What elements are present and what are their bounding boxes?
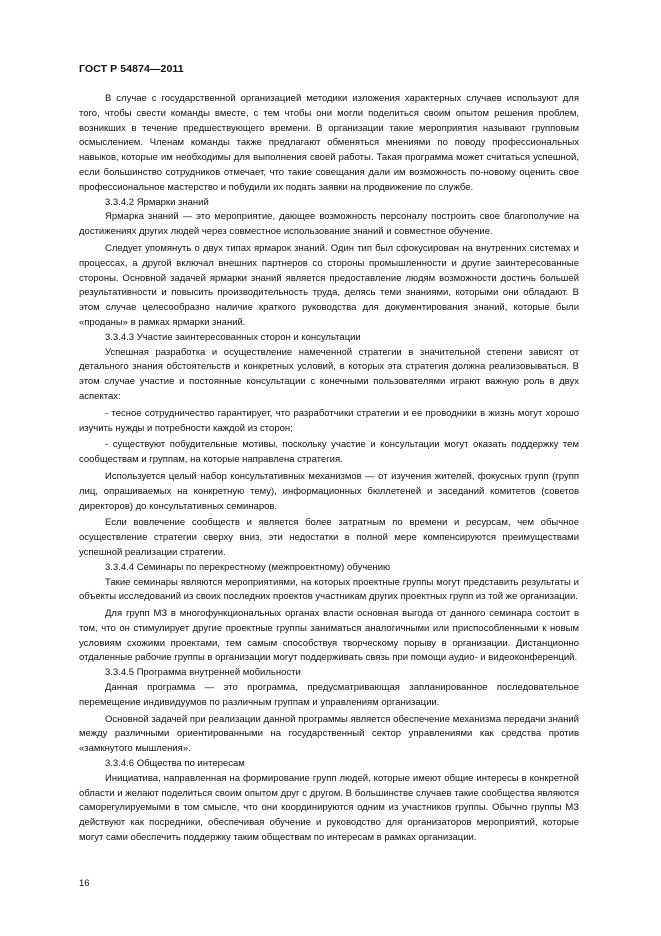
page-number: 16 bbox=[79, 878, 90, 889]
document-body bbox=[79, 92, 579, 846]
paragraph-strategy-development: Успешная разработка и осуществление намеченной стратегии в значительной степени зависят от детального знания обстоятельств и конкретных условий, в которых эта стратегия должна реализовываться. В этом случае участие и постоянные консультации с конечными пользователями играют важную роль в двух аспектах: bbox=[79, 346, 579, 402]
list-item-motives: - существуют побудительные мотивы, поскольку участие и консультации могут оказать поддержку тем сообществам и группам, на которые направлена стратегия. bbox=[79, 439, 579, 466]
paragraph-seminars-benefit: Для групп МЗ в многофункциональных органах власти основная выгода от данного семинара состоит в том, что он стимулирует другие проектные группы заниматься аналогичными или приспособленными к новым условиям схожими проектами, тем самым способствуя творческому порыву в организации. Дистанционно отдаленные рабочие группы в организации могут поддерживать связь при помощи аудио- и видеоконференций. bbox=[79, 608, 579, 664]
paragraph-community-involvement: Если вовлечение сообществ и является более затратным по времени и ресурсам, чем обычное осуществление стратегии сверху вниз, эти недостатки в полной мере компенсируются преимуществами успешной реализации стратегии. bbox=[79, 517, 579, 558]
section-heading-3-3-4-2: 3.3.4.2 Ярмарки знаний bbox=[105, 196, 209, 208]
paragraph-consultative-mechanisms: Используется целый набор консультативных механизмов — от изучения жителей, фокусных групп (групп лиц, опрашиваемых на конкретную тему), информационных бюллетеней и заседаний комитетов (советов директоров) до консультативных семинаров. bbox=[79, 470, 579, 512]
paragraph-mobility-definition: Данная программа — это программа, предусматривающая запланированное последовательное перемещение индивидуумов по различным группам и управлениям организации. bbox=[79, 682, 579, 708]
paragraph-seminars-definition: Такие семинары являются мероприятиями, на которых проектные группы могут представить результаты и объекты исследований из своих последних проектов участникам других проектных групп из той же организации. bbox=[79, 576, 579, 603]
paragraph-interest-communities: Инициатива, направленная на формирование групп людей, которые имеют общие интересы в конкретной области и желают поделиться своим опытом друг с другом. В большинстве случаев такие сообщества являются саморегулируемыми в том смысле, что они координируются одним из участников группы. Обычно группы МЗ действуют как посредники, обеспечивая обучение и руководство для организаторов мероприятий, которые могут сами обеспечить поддержку таким обществам по интересам в рамках организации. bbox=[79, 772, 579, 844]
section-heading-3-3-4-3: 3.3.4.3 Участие заинтересованных сторон и консультации bbox=[105, 331, 361, 343]
section-heading-3-3-4-6: 3.3.4.6 Общества по интересам bbox=[105, 758, 245, 770]
paragraph-knowledge-fair-definition: Ярмарка знаний — это мероприятие, дающее возможность персоналу построить свое благополучие на достижениях других людей через совместное использование знаний и совместное обучение. bbox=[79, 211, 579, 238]
paragraph-knowledge-fair-types: Следует упомянуть о двух типах ярмарок знаний. Один тип был сфокусирован на внутренних системах и процессах, а другой включал внешних партнеров со стороны промышленности и другие заинтересованные стороны. Основной задачей ярмарки знаний является предоставление людям возможности достичь большей результативности и повысить производительность труда, делясь теми знаниями, которыми они обладают. В этом случае целесообразно наличие краткого руководства для документирования знаний, которые были «проданы» в рамках ярмарки знаний. bbox=[79, 242, 579, 328]
list-item-cooperation: - тесное сотрудничество гарантирует, что разработчики стратегии и ее проводники в жизнь могут хорошо изучить нужды и потребности каждой из сторон; bbox=[79, 407, 579, 434]
standard-header: ГОСТ Р 54874—2011 bbox=[79, 63, 184, 75]
paragraph-case-methods: В случае с государственной организацией методики изложения характерных случаев используют для того, чтобы свести команды вместе, с тем чтобы они могли поделиться своим опытом решения проблем, возникших в течение предшествующего времени. В организации такие мероприятия называют групповым осмыслением. Членам команды также предлагают обменяться мнениями по поводу профессиональных навыков, которые им необходимы для выполнения своей работы. Такая программа может считаться успешной, если большинство сотрудников отмечает, что такие совещания дали им возможность по-новому оценить свое профессиональное мастерство и побудили их подать заявки на продвижение по службе. bbox=[79, 93, 579, 193]
section-heading-3-3-4-4: 3.3.4.4 Семинары по перекрестному (межпроектному) обучению bbox=[105, 561, 391, 573]
paragraph-mobility-task: Основной задачей при реализации данной программы является обеспечение механизма передачи знаний между различными ориентированными на государственный сектор управлениями как средства против «замкнутого мышления». bbox=[79, 713, 579, 755]
section-heading-3-3-4-5: 3.3.4.5 Программа внутренней мобильности bbox=[105, 667, 301, 679]
